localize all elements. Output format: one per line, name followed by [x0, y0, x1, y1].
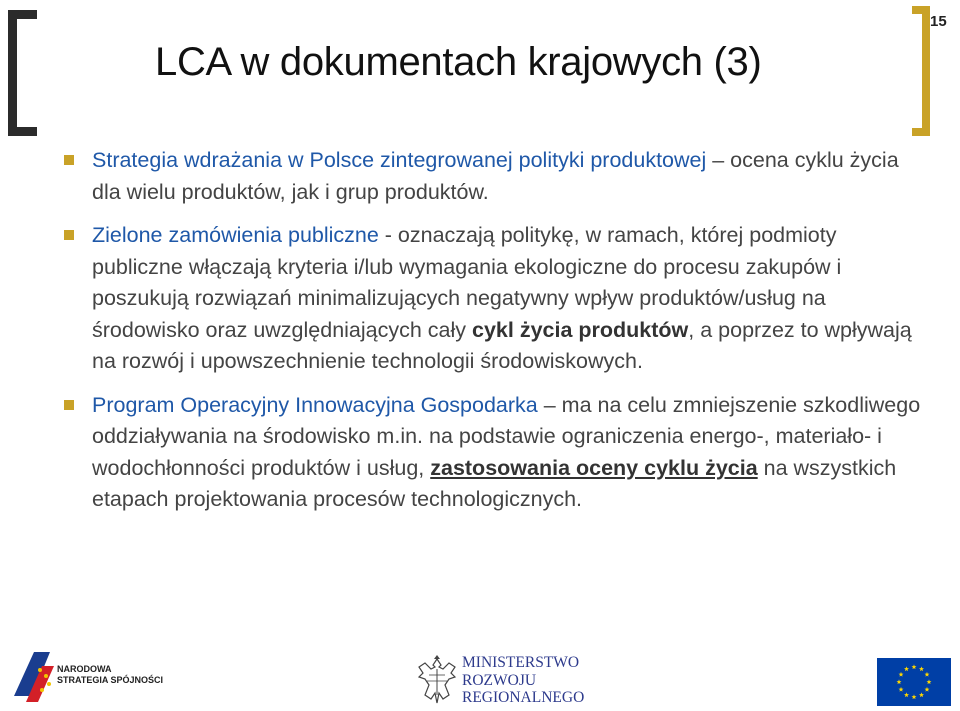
- bullet-text: - oznaczają politykę, w ramach, której podmioty publiczne włączają kryteria i/lub wymagania ekologiczne do procesu zakupów i poszukują rozwiązań minimalizujących negatywny wpływ produktów/usług na środowisko oraz uwzględniających cały: [92, 223, 842, 342]
- bullet-list: [92, 145, 927, 528]
- bullet-item: [92, 220, 927, 378]
- nss-logo-text: [57, 664, 163, 686]
- bullet-highlight: Program Operacyjny Innowacyjna Gospodarka: [92, 392, 538, 417]
- bullet-bold-text: zastosowania oceny cyklu życia: [430, 455, 758, 480]
- bullet-text: – ma na celu zmniejszenie szkodliwego oddziaływania na środowisko m.in. na podstawie ograniczenia energo-, materiało- i wodochłonności produktów i usług,: [92, 392, 921, 480]
- polish-eagle-icon: [415, 655, 459, 707]
- bullet-highlight: Zielone zamówienia publiczne: [92, 223, 379, 247]
- bullet-text: – ocena cyklu życia dla wielu produktów, jak i grup produktów.: [92, 148, 899, 204]
- square-bullet-icon: [64, 230, 74, 240]
- slide-title: LCA w dokumentach krajowych (3): [155, 40, 762, 84]
- ministry-line-2: ROZWOJU: [462, 671, 537, 689]
- square-bullet-icon: [64, 155, 74, 165]
- right-bracket-decoration: [912, 6, 930, 136]
- slide-number: 15: [930, 13, 947, 30]
- square-bullet-icon: [64, 400, 74, 410]
- bullet-item: [92, 145, 927, 208]
- nss-line-2: STRATEGIA SPÓJNOŚCI: [57, 675, 164, 685]
- bullet-text: na wszystkich etapach projektowania procesów technologicznych.: [92, 455, 897, 511]
- ministry-line-1: MINISTERSTWO: [462, 654, 580, 671]
- bullet-text: , a poprzez to wpływają na rozwój i upowszechnienie technologii środowiskowych.: [92, 317, 912, 373]
- bullet-bold-text: cykl życia produktów: [472, 317, 689, 342]
- bullet-item: [92, 390, 927, 516]
- bullet-highlight: Strategia wdrażania w Polsce zintegrowanej polityki produktowej: [92, 148, 707, 172]
- ministry-line-3: REGIONALNEGO: [462, 689, 585, 706]
- eu-flag-icon: [877, 658, 951, 706]
- nss-line-1: NARODOWA: [57, 664, 112, 674]
- ministry-text: [462, 654, 584, 707]
- left-bracket-decoration: [8, 10, 37, 136]
